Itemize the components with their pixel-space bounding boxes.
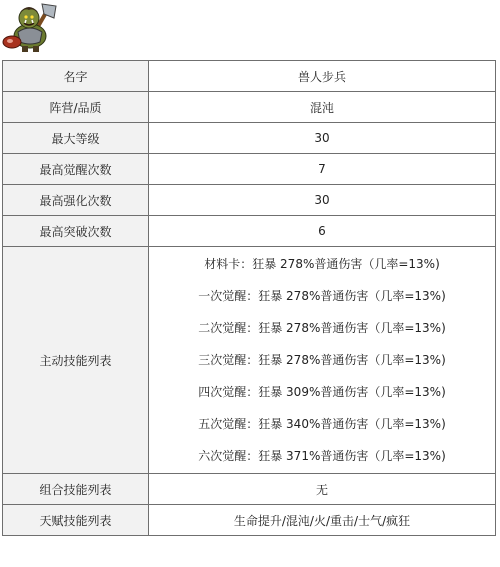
row-value: 30 [149,123,496,154]
table-row [3,474,496,505]
skill-item: 六次觉醒：狂暴 371%普通伤害（几率=13%) [198,449,446,463]
row-label: 天赋技能列表 [3,505,149,536]
unit-info-table [2,60,496,536]
row-label: 最高觉醒次数 [3,154,149,185]
table-row [3,154,496,185]
table-row [3,216,496,247]
row-label: 最大等级 [3,123,149,154]
table-row [3,505,496,536]
row-label: 阵营/品质 [3,92,149,123]
row-value: 无 [149,474,496,505]
row-label: 组合技能列表 [3,474,149,505]
table-row [3,185,496,216]
skill-item: 二次觉醒：狂暴 278%普通伤害（几率=13%) [198,321,446,335]
table-row [3,92,496,123]
skill-item: 四次觉醒：狂暴 309%普通伤害（几率=13%) [198,385,446,399]
row-label: 名字 [3,61,149,92]
row-label: 最高突破次数 [3,216,149,247]
row-value: 6 [149,216,496,247]
row-value: 混沌 [149,92,496,123]
table-row [3,123,496,154]
skill-item: 五次觉醒：狂暴 340%普通伤害（几率=13%) [198,417,446,431]
row-value: 兽人步兵 [149,61,496,92]
skill-item: 材料卡：狂暴 278%普通伤害（几率=13%) [204,257,440,271]
skill-item: 一次觉醒：狂暴 278%普通伤害（几率=13%) [198,289,446,303]
row-label: 最高强化次数 [3,185,149,216]
table-row-active-skills [3,247,496,474]
row-value: 30 [149,185,496,216]
row-value: 生命提升/混沌/火/重击/士气/疯狂 [149,505,496,536]
active-skills-list [149,247,496,474]
orc-warrior-icon [2,2,64,52]
row-label: 主动技能列表 [3,247,149,474]
row-value: 7 [149,154,496,185]
table-row [3,61,496,92]
skill-item: 三次觉醒：狂暴 278%普通伤害（几率=13%) [198,353,446,367]
